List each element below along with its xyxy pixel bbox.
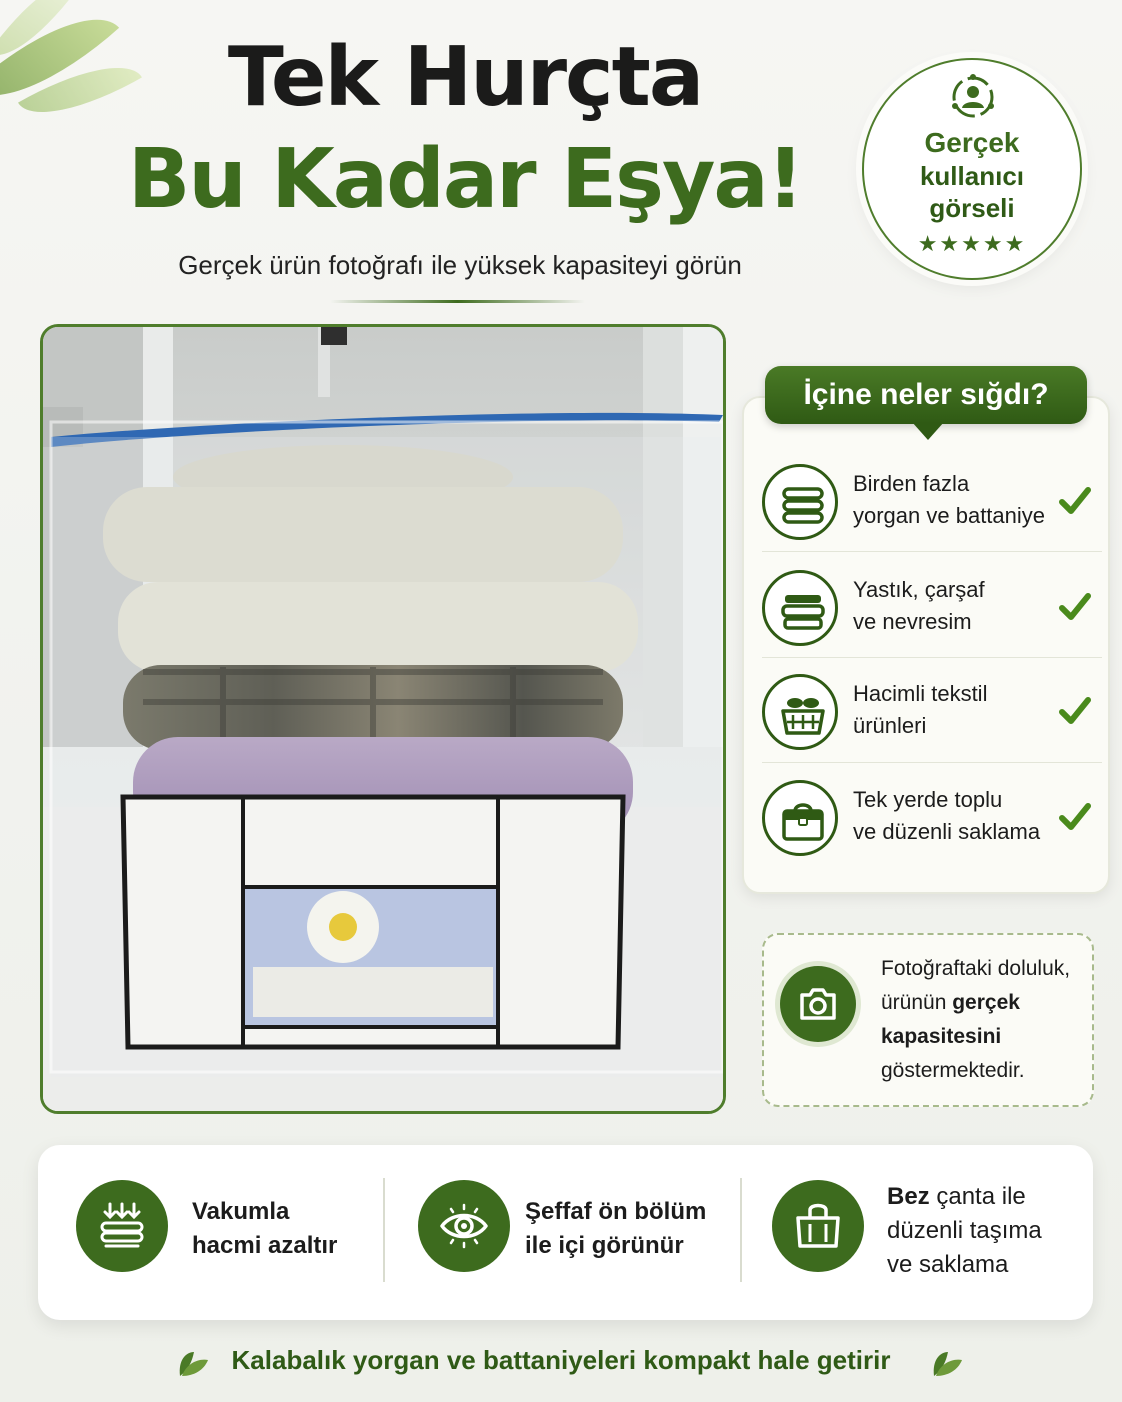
note-line1: Fotoğraftaki doluluk, — [881, 957, 1071, 980]
tote-bag-icon — [794, 1202, 842, 1250]
divider — [762, 762, 1102, 763]
eye-icon — [440, 1202, 488, 1250]
note-line2-bold: gerçek — [952, 991, 1020, 1014]
feature-line2: ile içi görünür — [525, 1232, 684, 1259]
feature-line1: Vakumla — [192, 1198, 290, 1225]
user-circle-icon — [950, 74, 996, 120]
note-line2-text: ürünün — [881, 991, 953, 1014]
fit-item-storage — [762, 778, 1102, 858]
capacity-note-text — [881, 952, 1096, 1088]
page-title-line1: Tek Hurçta — [227, 30, 703, 125]
feature-tote-bag — [887, 1180, 1042, 1282]
feature-line1: Şeffaf ön bölüm — [525, 1198, 707, 1225]
feature-line2: hacmi azaltır — [192, 1232, 338, 1259]
checkmark-icon — [1058, 800, 1092, 834]
camera-icon — [798, 986, 838, 1022]
note-line4: göstermektedir. — [881, 1059, 1025, 1082]
fits-panel-title: İçine neler sığdı? — [765, 366, 1087, 424]
fit-item-line2: ve nevresim — [853, 609, 972, 634]
checkmark-icon — [1058, 484, 1092, 518]
badge-line1: Gerçek — [924, 127, 1020, 158]
badge-line2: kullanıcı — [919, 161, 1025, 191]
divider — [330, 300, 585, 303]
divider — [383, 1178, 385, 1282]
storage-box-icon — [779, 797, 827, 845]
stacked-linens-icon — [779, 587, 827, 635]
fit-item-line2: yorgan ve battaniye — [853, 503, 1046, 528]
folded-blankets-icon — [779, 481, 827, 529]
feature-line3: ve saklama — [887, 1251, 1009, 1278]
fit-item-linens — [762, 568, 1102, 648]
fit-item-textiles — [762, 672, 1102, 752]
note-icon-circle — [780, 966, 856, 1042]
divider — [762, 657, 1102, 658]
fits-title-pointer — [912, 422, 944, 440]
page-title-line2: Bu Kadar Eşya! — [127, 132, 803, 227]
divider — [762, 551, 1102, 552]
feature-line1-text: çanta ile — [929, 1183, 1026, 1210]
fit-item-line1: Tek yerde toplu — [853, 787, 1003, 812]
fit-item-blankets — [762, 462, 1102, 542]
fit-item-line2: ve düzenli saklama — [853, 819, 1041, 844]
star-rating: ★★★★★ — [917, 232, 1027, 257]
laundry-basket-icon — [779, 691, 827, 739]
divider — [740, 1178, 742, 1282]
fit-item-line1: Yastık, çarşaf — [853, 577, 985, 602]
real-user-badge — [862, 58, 1082, 280]
checkmark-icon — [1058, 694, 1092, 728]
feature-icon-circle — [772, 1180, 864, 1272]
page-subtitle: Gerçek ürün fotoğrafı ile yüksek kapasiteyi görün — [178, 250, 742, 280]
leaf-icon — [930, 1346, 964, 1380]
feature-line2: düzenli taşıma — [887, 1217, 1042, 1244]
fit-item-line1: Hacimli tekstil — [853, 681, 988, 706]
badge-line3: görseli — [929, 193, 1015, 223]
feature-line1-bold: Bez — [887, 1183, 930, 1210]
feature-icon-circle — [418, 1180, 510, 1272]
note-line3-bold: kapasitesini — [881, 1025, 1002, 1048]
product-photo — [40, 324, 726, 1114]
feature-icon-circle — [76, 1180, 168, 1272]
vacuum-compress-icon — [98, 1202, 146, 1250]
checkmark-icon — [1058, 590, 1092, 624]
feature-transparent-front — [525, 1195, 706, 1263]
fit-item-line2: ürünleri — [853, 713, 927, 738]
footer-tagline: Kalabalık yorgan ve battaniyeleri kompakt hale getirir — [231, 1345, 891, 1375]
feature-vacuum — [192, 1195, 337, 1263]
fit-item-line1: Birden fazla — [853, 471, 970, 496]
